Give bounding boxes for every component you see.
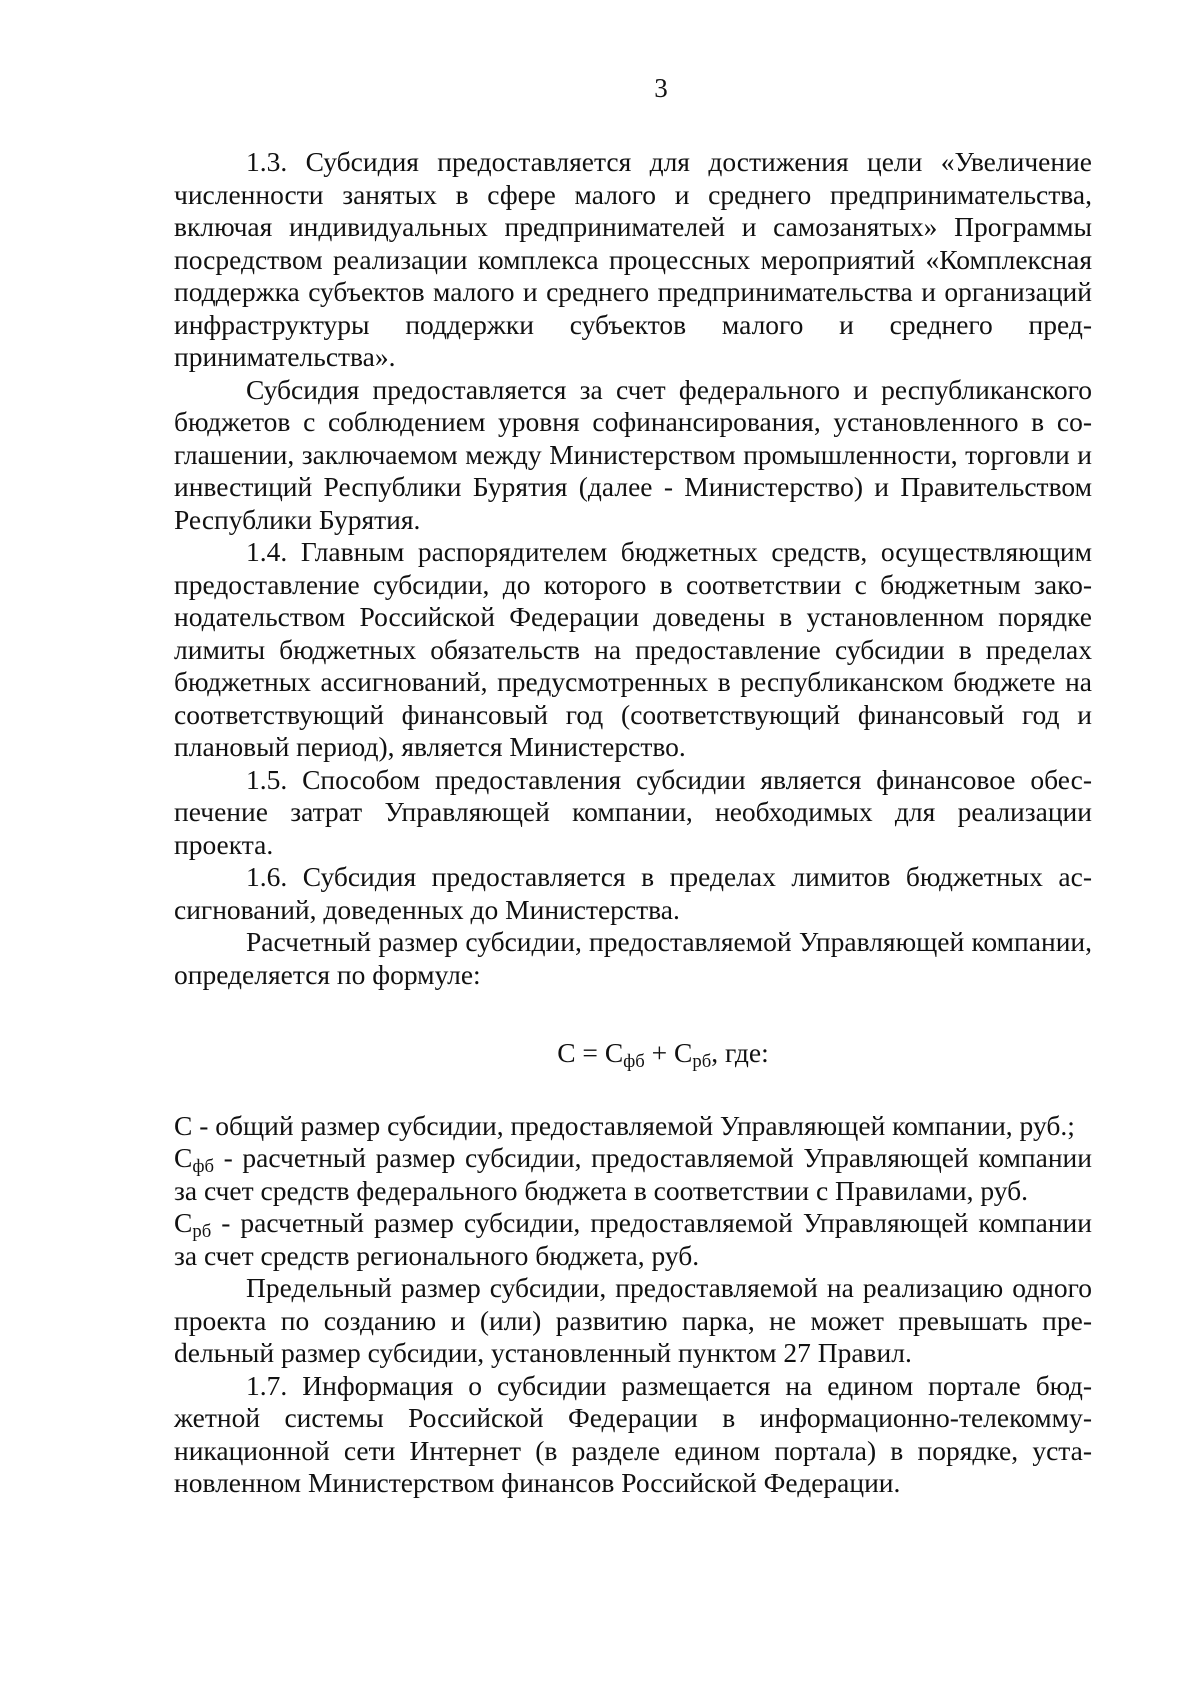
paragraph-1-3: 1.3. Субсидия предоставляется для достижения цели «Увеличение численности занятых в сфере малого и среднего предпринимательства, включая индивидуальных предпринимателей и самозанятых» Программы посредством реализации комплекса процессных мероприятий «Комплексная поддержка субъектов малого и среднего предпринимательства и организаций инфраструктуры поддержки субъектов малого и среднего предпринимательства». [174,146,1092,372]
symbol-c: С [174,1207,193,1238]
paragraph-1-7: 1.7. Информация о субсидии размещается на едином портале бюджетной системы Российской Федерации в информационно-телекоммуникационной сети Интернет (в разделе едином портала) в порядке, установленном Министерством финансов Российской Федерации. [174,1369,1092,1498]
formula-tail: , где: [711,1037,769,1068]
symbol-sub-fb: фб [192,1156,214,1177]
paragraph-1-4: 1.4. Главным распорядителем бюджетных средств, осуществляющим предоставление субсидии, до которого в соответствии с бюджетным законодательством Российской Федерации доведены в установленном порядке лимиты бюджетных обязательств на предоставление субсидии в пределах бюджетных ассигнований, предусмотренных в республиканском бюджете на соответствующий финансовый год (соответствующий финансовый год и плановый период), является Министерство. [174,536,1092,762]
paragraph-1-5: 1.5. Способом предоставления субсидии является финансовое обеспечение затрат Управляющей компании, необходимых для реализации проекта. [174,763,1092,860]
formula-sub-rb: рб [692,1051,712,1072]
symbol-sub-rb: рб [192,1221,212,1242]
paragraph-subsidy-limit: Предельный размер субсидии, предоставляемой на реализацию одного проекта по созданию и (или) развитию парка, не может превышать преdельный размер субсидии, установленный пунктом 27 Правил. [174,1272,1092,1368]
definition-c-rb-text: - расчетный размер субсидии, предоставляемой Управляющей компании за счет средств регионального бюджета, руб. [174,1207,1092,1271]
document-body [174,146,1092,1500]
definition-c-fb-text: - расчетный размер субсидии, предоставляемой Управляющей компании за счет средств федерального бюджета в соответствии с Правилами, руб. [174,1142,1092,1206]
page-number: 3 [654,73,668,103]
paragraph-1-6: 1.6. Субсидия предоставляется в пределах лимитов бюджетных ассигнований, доведенных до Министерства. [174,861,1092,925]
symbol-c: С [174,1142,193,1173]
definition-c-rb [174,1207,1092,1272]
definition-c: С - общий размер субсидии, предоставляемой Управляющей компании, руб.; [174,1109,1075,1141]
formula-lhs: С = С [557,1037,624,1068]
subsidy-formula [174,1037,1092,1070]
formula-sub-fb: фб [623,1051,645,1072]
paragraph-1-3-funding: Субсидия предоставляется за счет федерального и республиканского бюджетов с соблюдением уровня софинансирования, установленного в соглашении, заключаемом между Министерством промышленности, торговли и инвестиций Республики Бурятия (далее - Министерство) и Правительством Республики Бурятия. [174,373,1092,535]
paragraph-1-6-formula-intro: Расчетный размер субсидии, предоставляемой Управляющей компании, определяется по формуле: [174,926,1092,990]
definition-c-fb [174,1142,1092,1207]
formula-plus: + С [644,1037,693,1068]
